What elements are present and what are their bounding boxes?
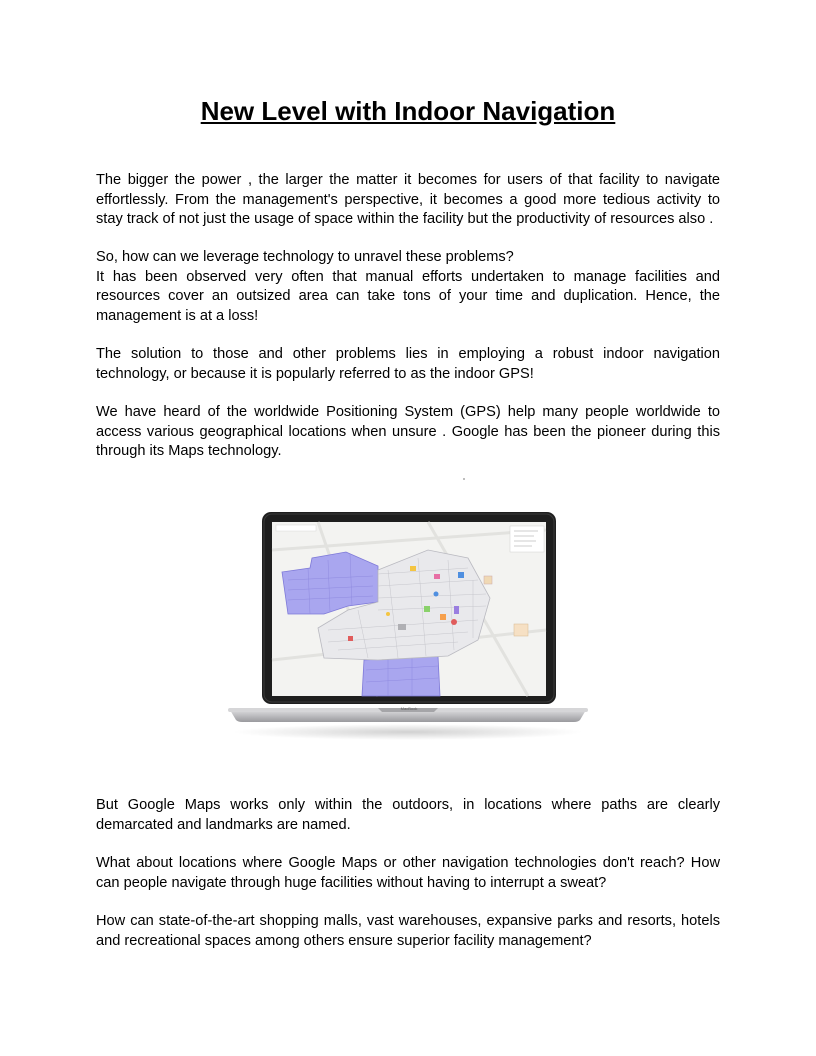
paragraph-3: The solution to those and other problems lies in employing a robust indoor navigation technology, or because it is popularly referred to as the indoor GPS! bbox=[96, 346, 720, 382]
stray-dot bbox=[463, 478, 465, 480]
paragraph-6: What about locations where Google Maps or other navigation technologies don't reach? How can people navigate through huge facilities without having to interrupt a sweat? bbox=[96, 855, 720, 891]
map-legend bbox=[510, 526, 544, 552]
paragraph-1: The bigger the power , the larger the matter it becomes for users of that facility to navigate effortlessly. From the management's perspective, it becomes a good more tedious activity to stay track of not just the usage of space within the facility but the productivity of resources also . bbox=[96, 172, 720, 227]
paragraph-4: We have heard of the worldwide Positioning System (GPS) help many people worldwide to access various geographical locations when unsure . Google has been the pioneer during this through its Maps technology. bbox=[96, 404, 720, 459]
map-building-bottom bbox=[362, 656, 440, 696]
paragraph-2 bbox=[96, 248, 720, 326]
paragraph-2-question: So, how can we leverage technology to unravel these problems? bbox=[96, 249, 514, 265]
paragraph-2-body: It has been observed very often that manual efforts undertaken to manage facilities and resources cover an outsized area can take tons of your time and duplication. Hence, the management is at a loss! bbox=[96, 268, 720, 324]
map-search-box bbox=[276, 525, 316, 531]
paragraph-5: But Google Maps works only within the outdoors, in locations where paths are clearly demarcated and landmarks are named. bbox=[96, 797, 720, 833]
map-building-right bbox=[514, 624, 528, 636]
laptop-brand-label: MacBook bbox=[400, 706, 418, 711]
paragraph-7: How can state-of-the-art shopping malls, vast warehouses, expansive parks and resorts, hotels and recreational spaces among others ensure superior facility management? bbox=[96, 913, 720, 949]
laptop-indoor-map-image bbox=[228, 510, 588, 740]
laptop-shadow bbox=[233, 724, 583, 740]
page-title: New Level with Indoor Navigation bbox=[200, 96, 616, 126]
